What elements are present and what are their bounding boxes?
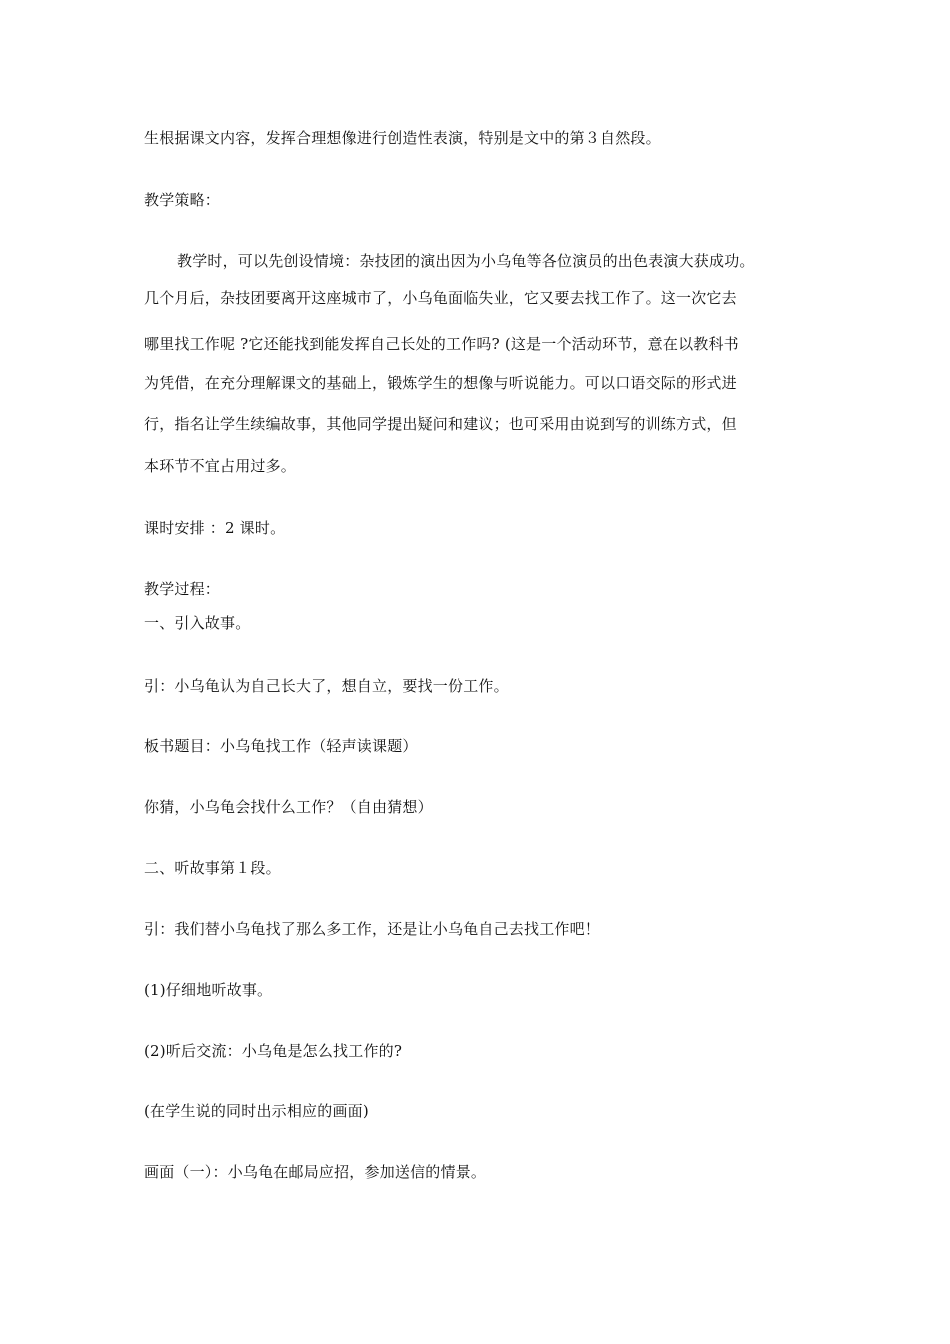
step-heading-1: 一、引入故事。 [144,614,251,632]
text-line: (2)听后交流：小乌龟是怎么找工作的? [144,1042,403,1060]
text-line: 你猜，小乌龟会找什么工作？（自由猜想） [144,798,433,816]
text-line: 本环节不宜占用过多。 [144,457,297,475]
text-line: 哪里找工作呢 ?它还能找到能发挥自己长处的工作吗? (这是一个活动环节，意在以教科书 [144,335,739,353]
text-line: 画面（一）：小乌龟在邮局应招，参加送信的情景。 [144,1163,487,1181]
text-line: 引：小乌龟认为自己长大了，想自立，要找一份工作。 [144,677,509,695]
text-line: 行，指名让学生续编故事，其他同学提出疑问和建议；也可采用由说到写的训练方式，但 [144,415,737,433]
step-heading-2: 二、听故事第１段。 [144,859,281,877]
section-heading-process: 教学过程： [144,580,221,598]
text-line: (在学生说的同时出示相应的画面) [144,1102,369,1120]
text-line: (1)仔细地听故事。 [144,981,273,999]
class-hours-line: 课时安排 ：2 课时。 [144,519,286,537]
text-line: 为凭借，在充分理解课文的基础上，锻炼学生的想像与听说能力。可以口语交际的形式进 [144,374,737,392]
text-line: 生根据课文内容，发挥合理想像进行创造性表演，特别是文中的第３自然段。 [144,129,661,147]
text-line: 教学时，可以先创设情境：杂技团的演出因为小乌龟等各位演员的出色表演大获成功。 [177,252,755,270]
section-heading-strategy: 教学策略： [144,191,221,209]
text-line: 引：我们替小乌龟找了那么多工作，还是让小乌龟自己去找工作吧！ [144,920,601,938]
text-line: 几个月后，杂技团要离开这座城市了，小乌龟面临失业，它又要去找工作了。这一次它去 [144,289,737,307]
text-line: 板书题目：小乌龟找工作（轻声读课题） [144,737,418,755]
